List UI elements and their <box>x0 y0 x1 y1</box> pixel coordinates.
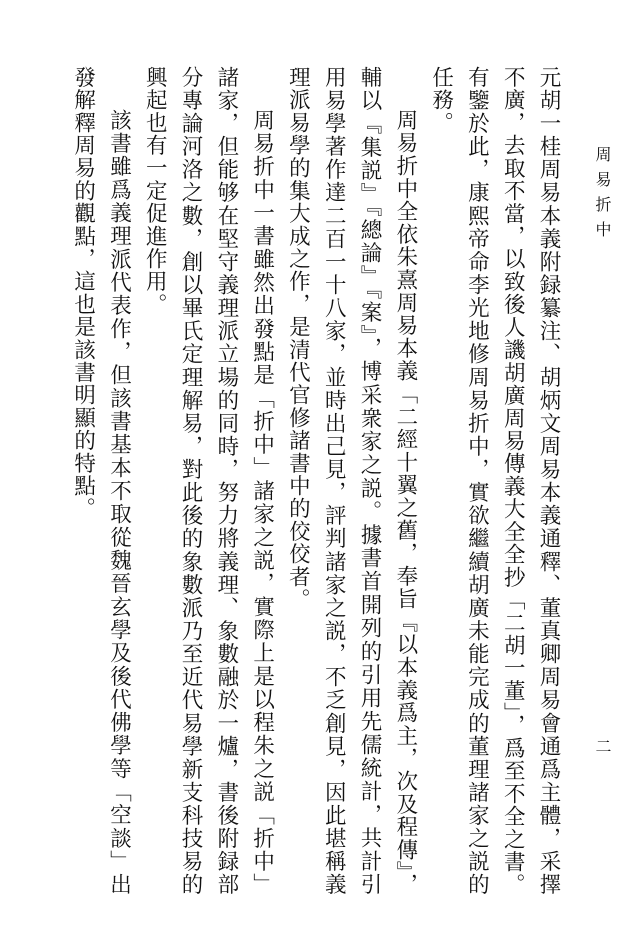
paragraph-2: 周易折中全依朱熹周易本義「二經十翼之舊，奉旨『以本義爲主，次及程傳』，輔以『集説』『總論』『案』，博采衆家之説。據書首開列的引用先儒統計，共計引用易學著作達二百一十八家，並時出己見，評判諸家之説，不乏創見，因此堪稱義理派易學的集大成之作，是清代官修諸書中的佼佼者。 <box>285 66 418 896</box>
paragraph-4: 該書雖爲義理派代表作，但該書基本不取從魏晉玄學及後代佛學等「空談」出發解釋周易的觀點，這也是該書明顯的特點。 <box>70 66 132 896</box>
running-head: 周易折中 <box>593 146 612 246</box>
body-text <box>70 66 566 896</box>
paragraph-3: 周易折中一書雖然出發點是「折中」諸家之説，實際上是以程朱之説「折中」諸家，但能够在堅守義理派立場的同時，努力將義理、象數融於一爐，書後附録部分專論河洛之數，創以畢氏定理解易，對此後的象數派乃至近代易學新支科技易的興起也有一定促進作用。 <box>142 66 275 896</box>
paragraph-1: 元胡一桂周易本義附録纂注、胡炳文周易本義通釋、董真卿周易會通爲主體，采擇不廣，去取不當，以致後人譏胡廣周易傳義大全全抄「二胡一董」，爲至不全之書。有鑒於此，康熙帝命李光地修周易折中，實欲繼續胡廣未能完成的董理諸家之説的任務。 <box>428 66 561 896</box>
page-number: 二 <box>593 738 612 754</box>
